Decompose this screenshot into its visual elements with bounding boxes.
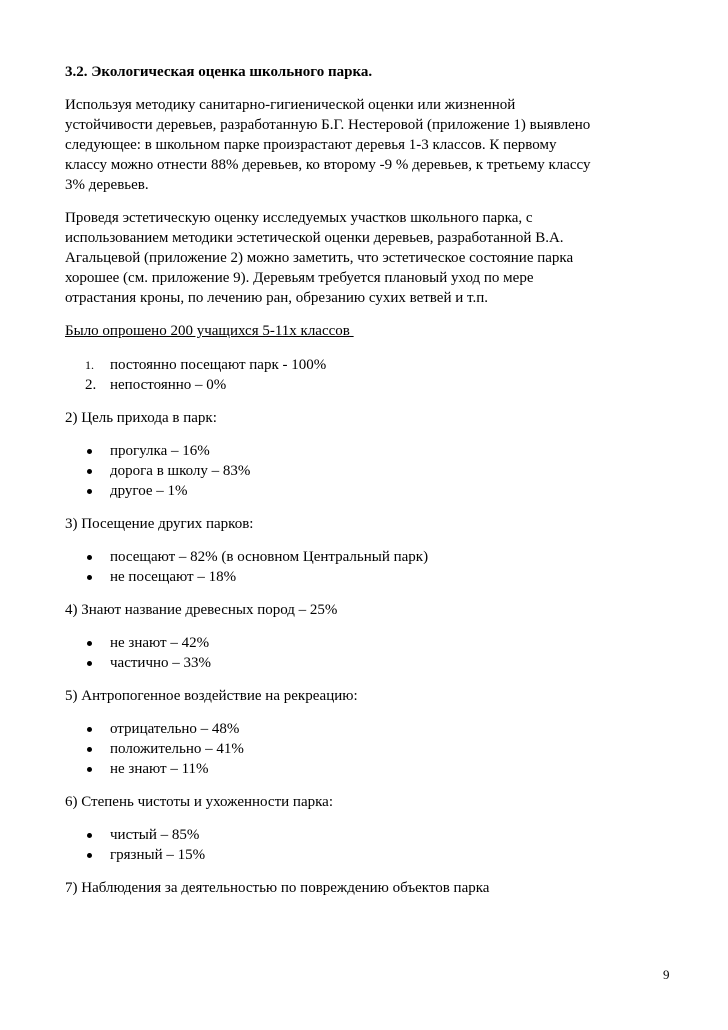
paragraph-line: Агальцевой (приложение 2) можно заметить, что эстетическое состояние парка [65, 250, 574, 266]
anthropogenic-list [65, 719, 675, 779]
bullet-icon [87, 853, 92, 858]
bullet-icon [87, 449, 92, 454]
bullet-icon [87, 489, 92, 494]
paragraph-tree-assessment [65, 95, 675, 195]
bullet-icon [87, 575, 92, 580]
paragraph-line: использованием методики эстетической оценки деревьев, разработанной В.А. [65, 230, 564, 246]
bullet-icon [87, 833, 92, 838]
paragraph-line: Проведя эстетическую оценку исследуемых участков школьного парка, с [65, 210, 533, 226]
bullet-icon [87, 767, 92, 772]
paragraph-line: устойчивости деревьев, разработанную Б.Г. Нестеровой (приложение 1) выявлено [65, 117, 591, 133]
section-title-purpose: 2) Цель прихода в парк: [65, 410, 217, 426]
list-item-text: грязный – 15% [110, 847, 206, 863]
list-item [65, 461, 675, 481]
section-title-anthropogenic: 5) Антропогенное воздействие на рекреацию: [65, 688, 358, 704]
bullet-icon [87, 555, 92, 560]
list-item-text: частично – 33% [110, 655, 212, 671]
list-number: 1. [85, 358, 94, 372]
list-item-text: дорога в школу – 83% [110, 463, 251, 479]
bullet-icon [87, 641, 92, 646]
list-item-text: прогулка – 16% [110, 443, 210, 459]
bullet-icon [87, 661, 92, 666]
cleanliness-list [65, 825, 675, 865]
list-item [65, 719, 675, 739]
list-item-text: положительно – 41% [110, 741, 244, 757]
paragraph-line: хорошее (см. приложение 9). Деревьям требуется плановый уход по мере [65, 270, 534, 286]
paragraph-line: 3% деревьев. [65, 177, 149, 193]
paragraph-aesthetic-assessment [65, 208, 675, 308]
list-item-text: другое – 1% [110, 483, 188, 499]
list-item [65, 355, 675, 375]
visit-frequency-list [65, 355, 675, 395]
list-item-text: чистый – 85% [110, 827, 200, 843]
list-item [65, 739, 675, 759]
list-item-text: не знают – 42% [110, 635, 210, 651]
paragraph-line: классу можно отнести 88% деревьев, ко второму -9 % деревьев, к третьему классу [65, 157, 591, 173]
list-item [65, 567, 675, 587]
document-page [65, 62, 675, 911]
list-item [65, 547, 675, 567]
bullet-icon [87, 747, 92, 752]
list-item-text: непостоянно – 0% [110, 377, 227, 393]
paragraph-line: отрастания кроны, по лечению ран, обрезанию сухих ветвей и т.п. [65, 290, 488, 306]
list-item [65, 653, 675, 673]
list-item [65, 375, 675, 395]
purpose-list [65, 441, 675, 501]
bullet-icon [87, 727, 92, 732]
list-item [65, 825, 675, 845]
list-item-text: постоянно посещают парк - 100% [110, 357, 327, 373]
section-title-other-parks: 3) Посещение других парков: [65, 516, 254, 532]
list-item [65, 441, 675, 461]
list-number: 2. [85, 377, 97, 393]
section-title-damage-observations: 7) Наблюдения за деятельностью по повреждению объектов парка [65, 880, 490, 896]
section-title-cleanliness: 6) Степень чистоты и ухоженности парка: [65, 794, 333, 810]
tree-species-list [65, 633, 675, 673]
list-item [65, 759, 675, 779]
page-number: 9 [663, 967, 670, 982]
section-heading: 3.2. Экологическая оценка школьного парка. [65, 64, 373, 80]
other-parks-list [65, 547, 675, 587]
section-title-tree-species: 4) Знают название древесных пород – 25% [65, 602, 338, 618]
paragraph-line: следующее: в школьном парке произрастают деревья 1-3 классов. К первому [65, 137, 557, 153]
list-item [65, 481, 675, 501]
list-item-text: отрицательно – 48% [110, 721, 240, 737]
survey-intro: Было опрошено 200 учащихся 5-11х классов [65, 323, 354, 339]
list-item-text: не посещают – 18% [110, 569, 237, 585]
paragraph-line: Используя методику санитарно-гигиенической оценки или жизненной [65, 97, 516, 113]
bullet-icon [87, 469, 92, 474]
list-item [65, 633, 675, 653]
list-item-text: посещают – 82% (в основном Центральный парк) [110, 549, 429, 565]
list-item-text: не знают – 11% [110, 761, 209, 777]
list-item [65, 845, 675, 865]
